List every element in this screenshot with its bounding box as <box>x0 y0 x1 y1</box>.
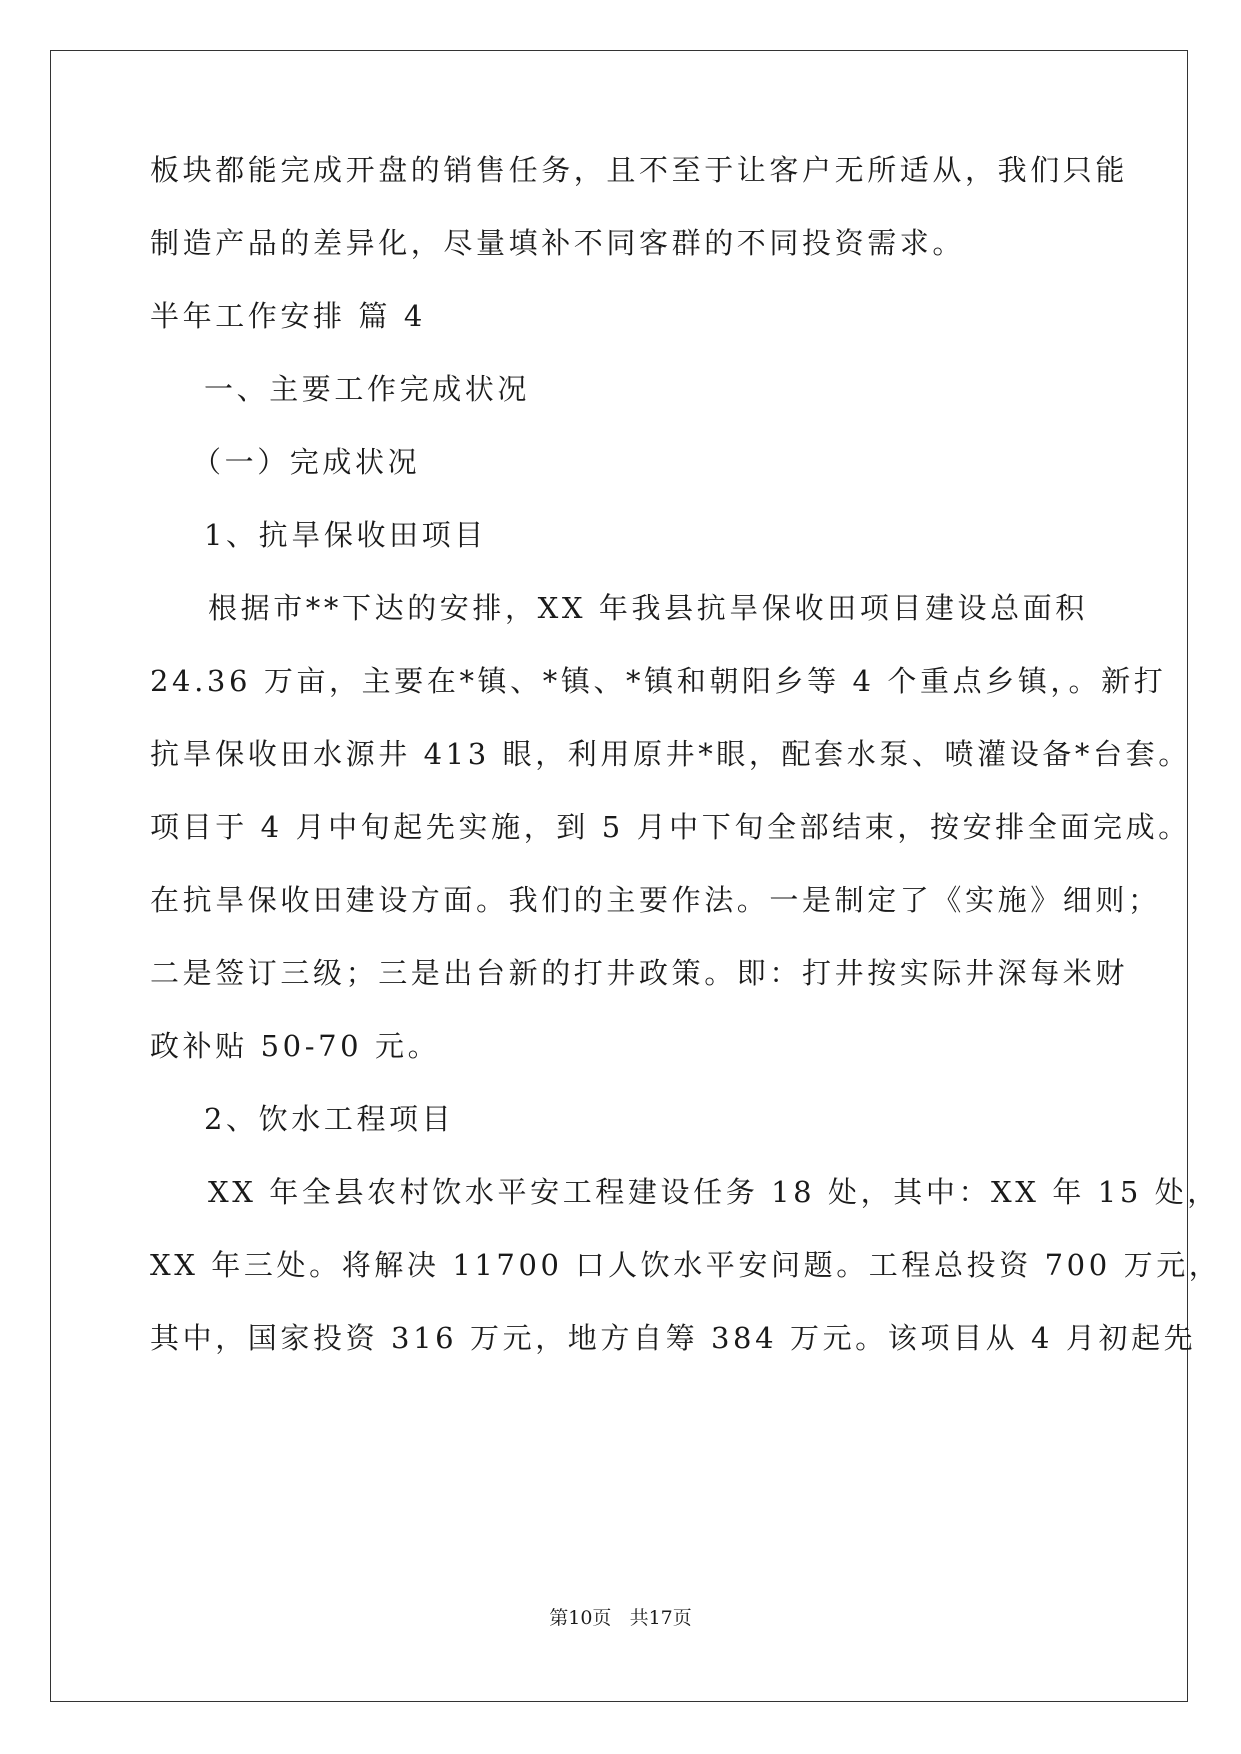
paragraph-line: 项目于 4 月中旬起先实施，到 5 月中下旬全部结束，按安排全面完成。 <box>150 810 1191 844</box>
paragraph-line: 24.36 万亩，主要在*镇、*镇、*镇和朝阳乡等 4 个重点乡镇，。新打 <box>150 664 1167 698</box>
paragraph-line: 其中，国家投资 316 万元，地方自筹 384 万元。该项目从 4 月初起先 <box>150 1321 1197 1355</box>
item-heading: 2、饮水工程项目 <box>204 1102 455 1136</box>
item-heading: 1、抗旱保收田项目 <box>204 518 487 552</box>
paragraph-line: 二是签订三级；三是出台新的打井政策。即：打井按实际井深每米财 <box>150 956 1129 990</box>
subsection-heading: 一、主要工作完成状况 <box>204 372 531 406</box>
subsection-heading: （一）完成状况 <box>192 445 421 479</box>
section-heading: 半年工作安排 篇 4 <box>150 299 426 333</box>
paragraph-line: 根据市**下达的安排，XX 年我县抗旱保收田项目建设总面积 <box>208 591 1088 625</box>
paragraph-line: 板块都能完成开盘的销售任务，且不至于让客户无所适从，我们只能 <box>150 153 1129 187</box>
paragraph-line: 在抗旱保收田建设方面。我们的主要作法。一是制定了《实施》细则； <box>150 883 1161 917</box>
paragraph-line: 制造产品的差异化，尽量填补不同客群的不同投资需求。 <box>150 226 966 260</box>
page-number: 第10页 <box>549 1607 612 1629</box>
paragraph-line: 政补贴 50-70 元。 <box>150 1029 441 1063</box>
page-footer <box>0 1605 1241 1631</box>
paragraph-line: 抗旱保收田水源井 413 眼，利用原井*眼，配套水泵、喷灌设备*台套。 <box>150 737 1191 771</box>
paragraph-line: XX 年三处。将解决 11700 口人饮水平安问题。工程总投资 700 万元， <box>150 1248 1222 1282</box>
page-total: 共17页 <box>629 1607 692 1629</box>
paragraph-line: XX 年全县农村饮水平安工程建设任务 18 处，其中：XX 年 15 处， <box>208 1175 1220 1209</box>
